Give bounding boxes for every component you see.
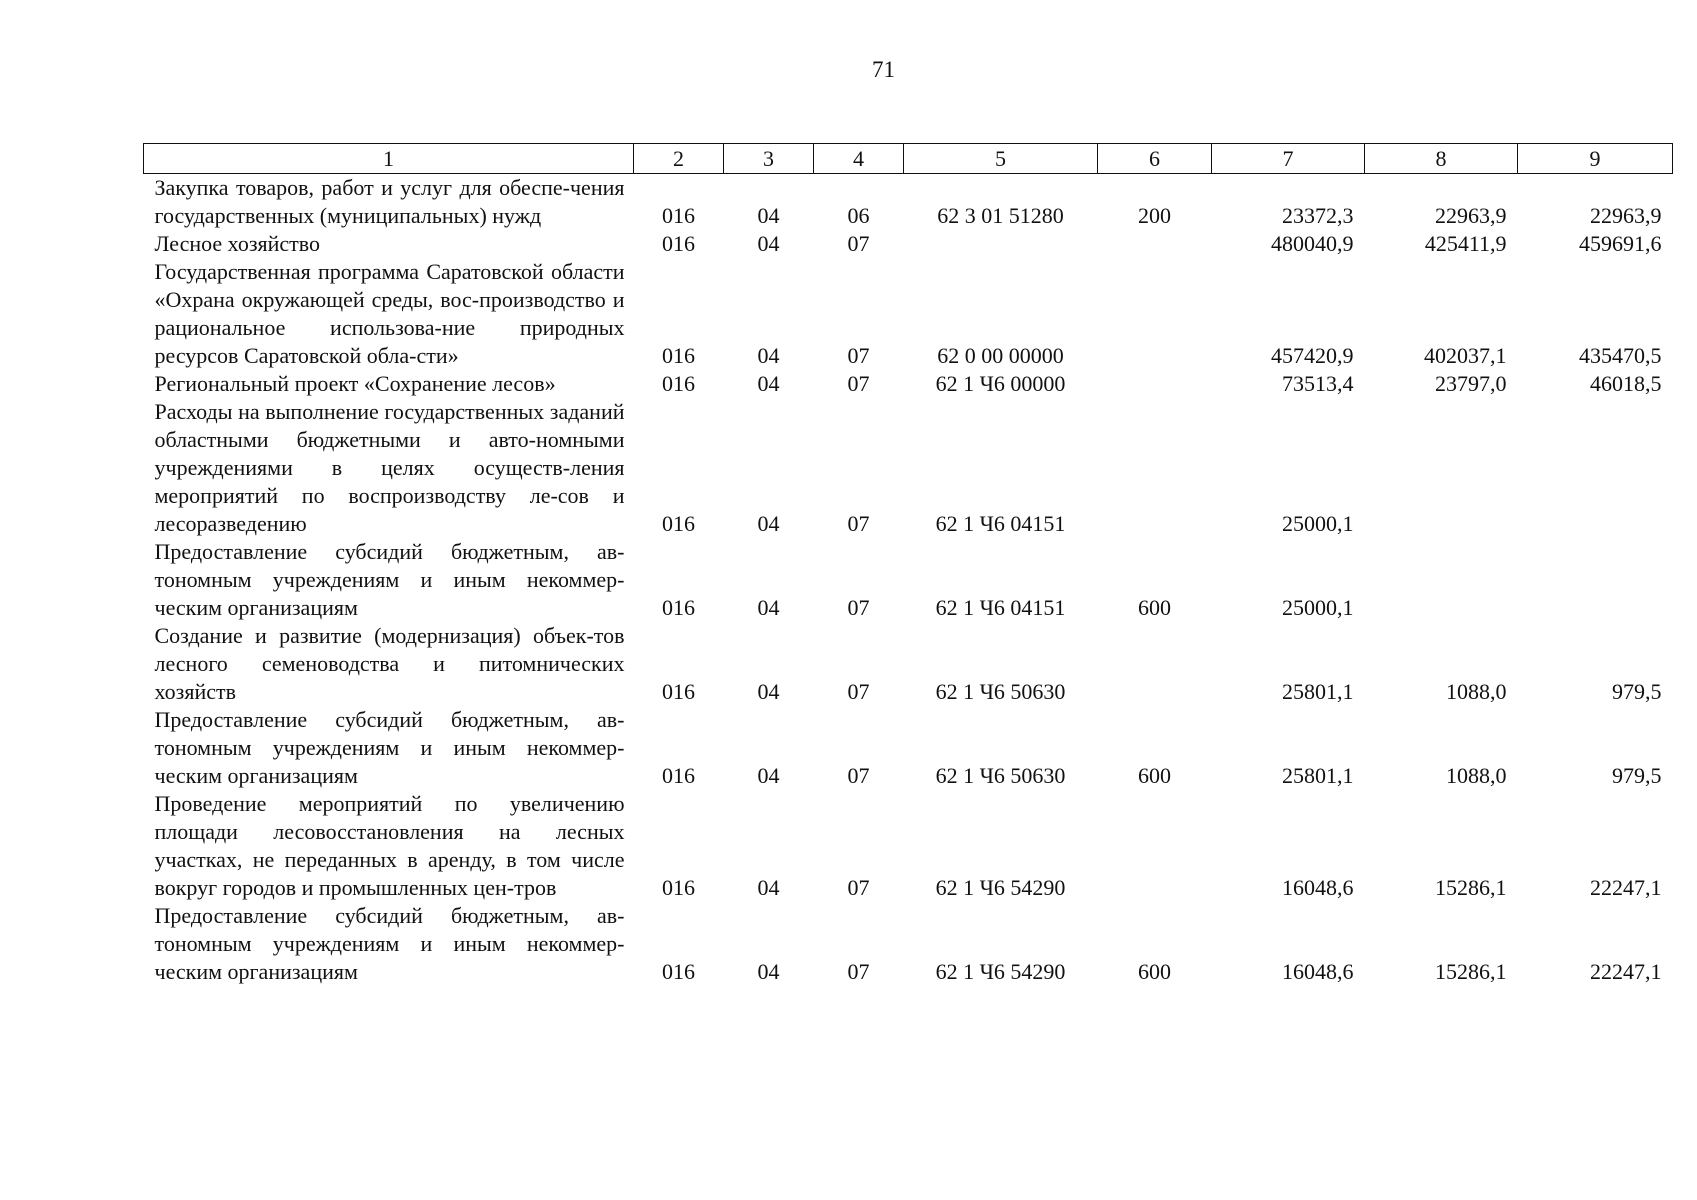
subsection-code: 07 — [847, 343, 870, 368]
expense-type-code — [1098, 622, 1212, 706]
amount-col7: 25000,1 — [1282, 511, 1354, 536]
column-header-3: 3 — [724, 144, 814, 174]
budget-table-container — [143, 143, 1672, 986]
expense-type-code: 600 — [1138, 959, 1171, 984]
expense-type-code: 600 — [1138, 763, 1171, 788]
subsection-code: 07 — [847, 595, 870, 620]
table-row — [144, 398, 1673, 538]
table-row — [144, 174, 1673, 231]
expense-type-code: 600 — [1138, 595, 1171, 620]
amount-col7: 25801,1 — [1282, 763, 1354, 788]
section-code: 04 — [757, 763, 780, 788]
row-name: Закупка товаров, работ и услуг для обеспе-чения государственных (муниципальных) нужд — [154, 175, 625, 228]
ministry-code: 016 — [662, 371, 695, 396]
section-code: 04 — [757, 343, 780, 368]
target-article-code: 62 1 Ч6 04151 — [935, 511, 1066, 536]
amount-col7: 25801,1 — [1282, 679, 1354, 704]
table-body — [144, 174, 1673, 987]
row-name: Проведение мероприятий по увеличению площади лесовосстановления на лесных участках, не переданных в аренду, в том числе вокруг городов и промышленных цен-тров — [154, 791, 625, 900]
amount-col9: 979,5 — [1612, 679, 1662, 704]
table-row — [144, 790, 1673, 902]
amount-col8: 402037,1 — [1424, 343, 1507, 368]
amount-col9: 435470,5 — [1579, 343, 1662, 368]
column-header-6: 6 — [1098, 144, 1212, 174]
amount-col8: 425411,9 — [1424, 231, 1507, 256]
target-article-code — [904, 230, 1098, 258]
section-code: 04 — [757, 595, 780, 620]
target-article-code: 62 0 00 00000 — [937, 343, 1064, 368]
page-number: 71 — [872, 57, 895, 82]
amount-col9 — [1518, 538, 1673, 622]
subsection-code: 07 — [847, 371, 870, 396]
row-name: Расходы на выполнение государственных заданий областными бюджетными и авто-номными учреждениями в целях осуществ-ления мероприятий по воспроизводству ле-сов и лесоразведению — [154, 399, 625, 536]
target-article-code: 62 1 Ч6 04151 — [935, 595, 1066, 620]
expense-type-code — [1098, 398, 1212, 538]
subsection-code: 07 — [847, 679, 870, 704]
amount-col8: 23797,0 — [1435, 371, 1507, 396]
section-code: 04 — [757, 203, 780, 228]
table-row — [144, 538, 1673, 622]
row-name: Предоставление субсидий бюджетным, ав-тономным учреждениям и иным некоммер-ческим организациям — [154, 903, 625, 984]
section-code: 04 — [757, 959, 780, 984]
target-article-code: 62 1 Ч6 54290 — [935, 959, 1066, 984]
amount-col8: 1088,0 — [1446, 679, 1507, 704]
row-name: Создание и развитие (модернизация) объек-тов лесного семеноводства и питомнических хозяйств — [154, 623, 625, 704]
amount-col8: 1088,0 — [1446, 763, 1507, 788]
amount-col7: 16048,6 — [1282, 875, 1354, 900]
table-row — [144, 258, 1673, 370]
subsection-code: 07 — [847, 959, 870, 984]
amount-col8: 15286,1 — [1435, 875, 1507, 900]
section-code: 04 — [757, 231, 780, 256]
ministry-code: 016 — [662, 231, 695, 256]
amount-col9: 22963,9 — [1590, 203, 1662, 228]
table-row — [144, 902, 1673, 986]
row-name: Государственная программа Саратовской области «Охрана окружающей среды, вос-производство и рациональное использова-ние природных ресурсов Саратовской обла-сти» — [154, 259, 625, 368]
ministry-code: 016 — [662, 679, 695, 704]
expense-type-code — [1098, 790, 1212, 902]
column-header-5: 5 — [904, 144, 1098, 174]
expense-type-code — [1098, 258, 1212, 370]
amount-col9: 22247,1 — [1590, 875, 1662, 900]
amount-col7: 457420,9 — [1271, 343, 1354, 368]
table-row — [144, 622, 1673, 706]
budget-table — [143, 143, 1673, 986]
expense-type-code — [1098, 230, 1212, 258]
row-name: Предоставление субсидий бюджетным, ав-тономным учреждениям и иным некоммер-ческим организациям — [154, 539, 625, 620]
amount-col9 — [1518, 398, 1673, 538]
amount-col7: 16048,6 — [1282, 959, 1354, 984]
subsection-code: 07 — [847, 231, 870, 256]
amount-col8: 22963,9 — [1435, 203, 1507, 228]
column-header-8: 8 — [1365, 144, 1518, 174]
amount-col8: 15286,1 — [1435, 959, 1507, 984]
amount-col8 — [1365, 398, 1518, 538]
ministry-code: 016 — [662, 875, 695, 900]
amount-col9: 979,5 — [1612, 763, 1662, 788]
amount-col9: 459691,6 — [1579, 231, 1662, 256]
ministry-code: 016 — [662, 203, 695, 228]
ministry-code: 016 — [662, 511, 695, 536]
column-header-1: 1 — [144, 144, 634, 174]
subsection-code: 07 — [847, 875, 870, 900]
row-name: Лесное хозяйство — [154, 231, 321, 256]
target-article-code: 62 1 Ч6 00000 — [935, 371, 1066, 396]
column-header-9: 9 — [1518, 144, 1673, 174]
amount-col7: 25000,1 — [1282, 595, 1354, 620]
amount-col9: 22247,1 — [1590, 959, 1662, 984]
amount-col9: 46018,5 — [1590, 371, 1662, 396]
target-article-code: 62 3 01 51280 — [937, 203, 1064, 228]
table-row — [144, 370, 1673, 398]
table-row — [144, 230, 1673, 258]
subsection-code: 06 — [847, 203, 870, 228]
target-article-code: 62 1 Ч6 54290 — [935, 875, 1066, 900]
expense-type-code: 200 — [1138, 203, 1171, 228]
ministry-code: 016 — [662, 343, 695, 368]
amount-col7: 73513,4 — [1282, 371, 1354, 396]
subsection-code: 07 — [847, 763, 870, 788]
amount-col7: 480040,9 — [1271, 231, 1354, 256]
row-name: Предоставление субсидий бюджетным, ав-тономным учреждениям и иным некоммер-ческим организациям — [154, 707, 625, 788]
ministry-code: 016 — [662, 959, 695, 984]
column-header-7: 7 — [1212, 144, 1365, 174]
section-code: 04 — [757, 679, 780, 704]
section-code: 04 — [757, 875, 780, 900]
table-row — [144, 706, 1673, 790]
target-article-code: 62 1 Ч6 50630 — [935, 679, 1066, 704]
target-article-code: 62 1 Ч6 50630 — [935, 763, 1066, 788]
subsection-code: 07 — [847, 511, 870, 536]
ministry-code: 016 — [662, 763, 695, 788]
expense-type-code — [1098, 370, 1212, 398]
ministry-code: 016 — [662, 595, 695, 620]
table-header — [144, 144, 1673, 174]
header-row — [144, 144, 1673, 174]
amount-col8 — [1365, 538, 1518, 622]
column-header-4: 4 — [814, 144, 904, 174]
section-code: 04 — [757, 371, 780, 396]
section-code: 04 — [757, 511, 780, 536]
column-header-2: 2 — [634, 144, 724, 174]
row-name: Региональный проект «Сохранение лесов» — [154, 371, 556, 396]
amount-col7: 23372,3 — [1282, 203, 1354, 228]
